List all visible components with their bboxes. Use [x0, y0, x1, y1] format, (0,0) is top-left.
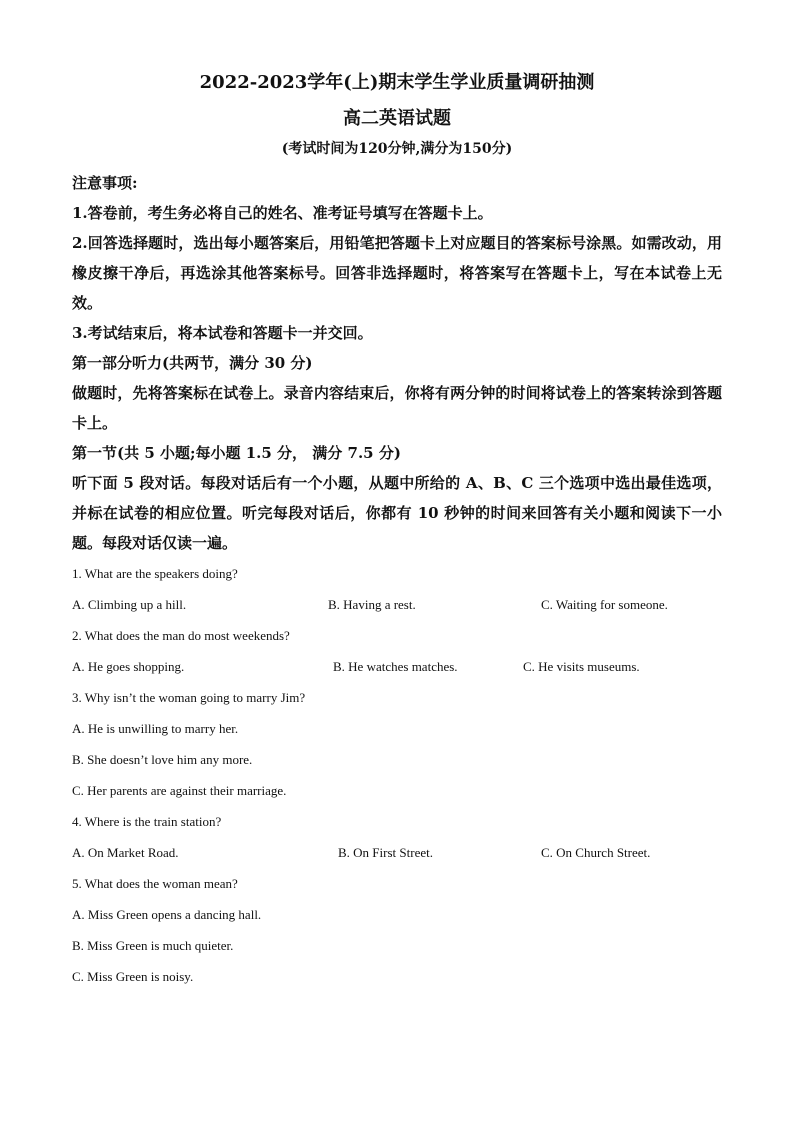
notice-item-1: 1.答卷前，考生务必将自己的姓名、准考证号填写在答题卡上。 [72, 204, 493, 222]
question-1: 1. What are the speakers doing? [72, 566, 238, 581]
question-4-options [72, 837, 722, 868]
exam-page [72, 70, 722, 992]
exam-title: 2022-2023学年(上)期末学生学业质量调研抽测 [199, 72, 595, 93]
q5-option-b: B. Miss Green is much quieter. [72, 938, 234, 953]
q4-option-b: B. On First Street. [338, 845, 433, 860]
q5-option-c: C. Miss Green is noisy. [72, 969, 194, 984]
exam-subject: 高二英语试题 [343, 108, 451, 129]
question-4: 4. Where is the train station? [72, 814, 222, 829]
q1-option-a: A. Climbing up a hill. [72, 597, 187, 612]
exam-duration: (考试时间为120分钟,满分为150分) [281, 141, 513, 157]
section1-instruction: 听下面 5 段对话。每段对话后有一个小题，从题中所给的 A、B、C 三个选项中选出最佳选项，并标在试卷的相应位置。听完每段对话后，你都有 10 秒钟的时间来回答有关小题和阅读下一小题。每段对话仅读一遍。 [72, 474, 722, 552]
q4-option-a: A. On Market Road. [72, 845, 179, 860]
q4-option-c: C. On Church Street. [541, 845, 651, 860]
q3-option-c: C. Her parents are against their marriage. [72, 783, 287, 798]
q3-option-b: B. She doesn’t love him any more. [72, 752, 253, 767]
q1-option-b: B. Having a rest. [328, 597, 416, 612]
part1-heading: 第一部分听力(共两节，满分 30 分) [72, 354, 313, 372]
q2-option-b: B. He watches matches. [333, 659, 458, 674]
section1-heading: 第一节(共 5 小题;每小题 1.5 分， 满分 7.5 分) [72, 444, 401, 462]
notice-item-2: 2.回答选择题时，选出每小题答案后，用铅笔把答题卡上对应题目的答案标号涂黑。如需改动，用橡皮擦干净后，再选涂其他答案标号。回答非选择题时，将答案写在答题卡上，写在本试卷上无效。 [72, 234, 722, 312]
part1-instruction: 做题时，先将答案标在试卷上。录音内容结束后，你将有两分钟的时间将试卷上的答案转涂到答题卡上。 [72, 384, 722, 432]
q5-option-a: A. Miss Green opens a dancing hall. [72, 907, 262, 922]
question-5: 5. What does the woman mean? [72, 876, 238, 891]
notice-heading: 注意事项: [72, 174, 138, 192]
notice-item-3: 3.考试结束后，将本试卷和答题卡一并交回。 [72, 324, 373, 342]
q3-option-a: A. He is unwilling to marry her. [72, 721, 239, 736]
question-2-options [72, 651, 722, 682]
q2-option-a: A. He goes shopping. [72, 659, 185, 674]
question-3: 3. Why isn’t the woman going to marry Jim? [72, 690, 306, 705]
question-2: 2. What does the man do most weekends? [72, 628, 290, 643]
question-1-options [72, 589, 722, 620]
q2-option-c: C. He visits museums. [523, 659, 640, 674]
q1-option-c: C. Waiting for someone. [541, 597, 668, 612]
